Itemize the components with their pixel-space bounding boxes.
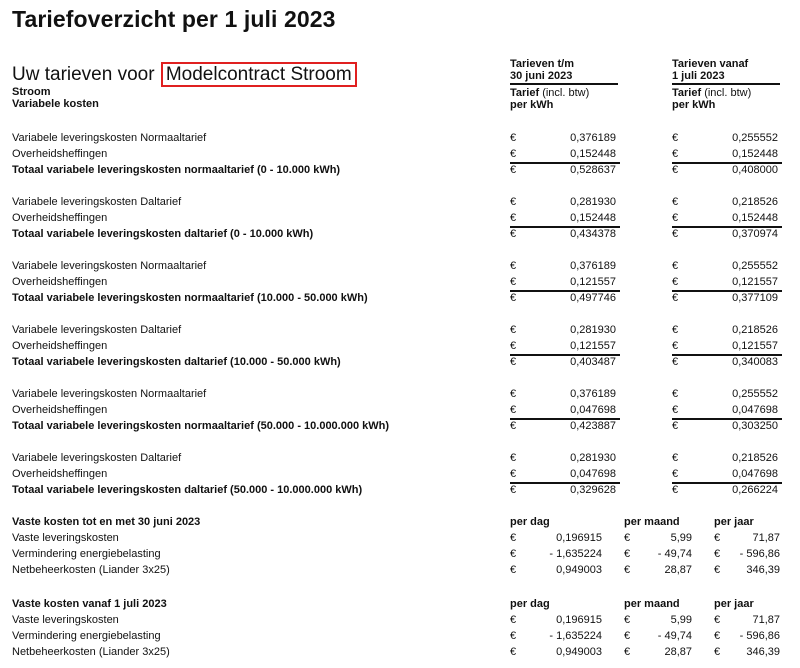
- per-jaar-value: [714, 628, 784, 644]
- euro-sign: €: [510, 452, 517, 464]
- value: 0,047698: [732, 404, 778, 416]
- row-label: Vaste leveringskosten: [12, 532, 119, 544]
- per-dag-value: [510, 628, 606, 644]
- row-label: Overheidsheffingen: [12, 276, 108, 288]
- new-rate: [672, 354, 782, 370]
- per-maand-value: [624, 628, 696, 644]
- new-rate: [672, 418, 782, 434]
- value: 0,423887: [570, 420, 616, 432]
- value: 0,218526: [732, 452, 778, 464]
- euro-sign: €: [510, 630, 517, 642]
- row-label: Variabele leveringskosten Daltarief: [12, 452, 182, 464]
- value: 0,370974: [732, 228, 778, 240]
- per-jaar-header: per jaar: [714, 516, 754, 528]
- row-label: Variabele leveringskosten Normaaltarief: [12, 132, 207, 144]
- col1-unit: per kWh: [510, 99, 554, 111]
- value: 346,39: [746, 564, 780, 576]
- new-rate: [672, 450, 782, 466]
- row-label: Vermindering energiebelasting: [12, 630, 161, 642]
- section-stroom: Stroom: [12, 86, 51, 98]
- row-label: Totaal variabele leveringskosten daltarief (0 - 10.000 kWh): [12, 228, 314, 240]
- fixed-cost-row: [0, 562, 800, 578]
- old-rate: [510, 354, 620, 370]
- euro-sign: €: [510, 532, 517, 544]
- value: 0,497746: [570, 292, 616, 304]
- euro-sign: €: [672, 452, 679, 464]
- old-rate: [510, 162, 620, 178]
- per-dag-value: [510, 530, 606, 546]
- value: 0,196915: [556, 532, 602, 544]
- value: - 596,86: [739, 548, 780, 560]
- value: 0,329628: [570, 484, 616, 496]
- total-row: [0, 418, 800, 434]
- new-rate: [672, 258, 782, 274]
- value: 0,376189: [570, 132, 616, 144]
- value: 0,047698: [732, 468, 778, 480]
- per-maand-value: [624, 530, 696, 546]
- euro-sign: €: [510, 340, 517, 352]
- row-label: Variabele leveringskosten Normaaltarief: [12, 260, 207, 272]
- euro-sign: €: [510, 212, 517, 224]
- value: 0,281930: [570, 324, 616, 336]
- euro-sign: €: [672, 132, 679, 144]
- euro-sign: €: [510, 260, 517, 272]
- euro-sign: €: [510, 468, 517, 480]
- euro-sign: €: [510, 132, 517, 144]
- per-jaar-value: [714, 562, 784, 578]
- new-rate: [672, 322, 782, 338]
- value: 0,047698: [570, 404, 616, 416]
- total-row: [0, 482, 800, 498]
- old-rate: [510, 258, 620, 274]
- per-jaar-value: [714, 644, 784, 660]
- old-rate: [510, 386, 620, 402]
- tariff-row: [0, 258, 800, 274]
- per-dag-value: [510, 612, 606, 628]
- euro-sign: €: [510, 388, 517, 400]
- euro-sign: €: [714, 564, 721, 576]
- value: 0,266224: [732, 484, 778, 496]
- row-label: Overheidsheffingen: [12, 148, 108, 160]
- old-rate: [510, 290, 620, 306]
- value: 0,196915: [556, 614, 602, 626]
- euro-sign: €: [624, 564, 631, 576]
- row-label: Netbeheerkosten (Liander 3x25): [12, 564, 170, 576]
- fixed-cost-row: [0, 644, 800, 660]
- tariff-row: [0, 274, 800, 290]
- new-rate: [672, 290, 782, 306]
- tariff-row: [0, 338, 800, 354]
- value: 28,87: [664, 564, 692, 576]
- value: 0,376189: [570, 388, 616, 400]
- value: 0,408000: [732, 164, 778, 176]
- euro-sign: €: [510, 564, 517, 576]
- column-header-new: [672, 58, 780, 111]
- tariff-row: [0, 386, 800, 402]
- per-dag-value: [510, 562, 606, 578]
- per-maand-value: [624, 546, 696, 562]
- value: - 1,635224: [549, 630, 602, 642]
- per-maand-header: per maand: [624, 516, 680, 528]
- per-dag-value: [510, 546, 606, 562]
- euro-sign: €: [672, 148, 679, 160]
- total-row: [0, 162, 800, 178]
- euro-sign: €: [624, 630, 631, 642]
- total-row: [0, 290, 800, 306]
- value: 0,121557: [732, 276, 778, 288]
- contract-subtitle: [12, 64, 357, 86]
- euro-sign: €: [510, 292, 517, 304]
- value: 0,949003: [556, 646, 602, 658]
- row-label: Overheidsheffingen: [12, 340, 108, 352]
- fixed-cost-row: [0, 546, 800, 562]
- row-label: Totaal variabele leveringskosten daltarief (10.000 - 50.000 kWh): [12, 356, 341, 368]
- old-rate: [510, 418, 620, 434]
- value: 0,281930: [570, 452, 616, 464]
- row-label: Overheidsheffingen: [12, 404, 108, 416]
- euro-sign: €: [510, 356, 517, 368]
- old-rate: [510, 482, 620, 498]
- total-row: [0, 354, 800, 370]
- per-dag-header: per dag: [510, 516, 550, 528]
- tariff-row: [0, 450, 800, 466]
- row-label: Totaal variabele leveringskosten normaaltarief (10.000 - 50.000 kWh): [12, 292, 368, 304]
- euro-sign: €: [510, 614, 517, 626]
- value: 346,39: [746, 646, 780, 658]
- per-dag-value: [510, 644, 606, 660]
- euro-sign: €: [672, 276, 679, 288]
- new-rate: [672, 130, 782, 146]
- euro-sign: €: [672, 404, 679, 416]
- fixed-section-title: Vaste kosten tot en met 30 juni 2023: [12, 516, 201, 528]
- euro-sign: €: [510, 228, 517, 240]
- euro-sign: €: [510, 484, 517, 496]
- euro-sign: €: [510, 148, 517, 160]
- new-rate: [672, 226, 782, 242]
- per-jaar-value: [714, 546, 784, 562]
- euro-sign: €: [714, 646, 721, 658]
- euro-sign: €: [672, 420, 679, 432]
- new-rate: [672, 194, 782, 210]
- contract-name-highlight: Modelcontract Stroom: [161, 62, 357, 87]
- old-rate: [510, 450, 620, 466]
- value: 0,121557: [732, 340, 778, 352]
- row-label: Variabele leveringskosten Daltarief: [12, 324, 182, 336]
- euro-sign: €: [624, 646, 631, 658]
- value: 0,047698: [570, 468, 616, 480]
- euro-sign: €: [624, 614, 631, 626]
- col1-line1: Tarieven t/m: [510, 58, 574, 70]
- tariff-row: [0, 210, 800, 226]
- row-label: Overheidsheffingen: [12, 212, 108, 224]
- euro-sign: €: [510, 404, 517, 416]
- old-rate: [510, 194, 620, 210]
- euro-sign: €: [672, 388, 679, 400]
- euro-sign: €: [672, 260, 679, 272]
- euro-sign: €: [672, 164, 679, 176]
- euro-sign: €: [510, 276, 517, 288]
- value: 5,99: [670, 614, 692, 626]
- euro-sign: €: [672, 292, 679, 304]
- value: 0,152448: [732, 212, 778, 224]
- per-maand-value: [624, 644, 696, 660]
- euro-sign: €: [714, 548, 721, 560]
- page-title: Tariefoverzicht per 1 juli 2023: [12, 6, 336, 32]
- per-maand-value: [624, 562, 696, 578]
- fixed-header-row: [0, 514, 800, 530]
- euro-sign: €: [672, 212, 679, 224]
- per-jaar-value: [714, 530, 784, 546]
- row-label: Overheidsheffingen: [12, 468, 108, 480]
- value: 0,303250: [732, 420, 778, 432]
- fixed-section-title: Vaste kosten vanaf 1 juli 2023: [12, 598, 167, 610]
- row-label: Totaal variabele leveringskosten daltarief (50.000 - 10.000.000 kWh): [12, 484, 363, 496]
- value: 0,376189: [570, 260, 616, 272]
- euro-sign: €: [714, 532, 721, 544]
- value: 0,218526: [732, 196, 778, 208]
- value: 0,152448: [570, 148, 616, 160]
- col1-line2: 30 juni 2023: [510, 70, 618, 85]
- euro-sign: €: [510, 548, 517, 560]
- euro-sign: €: [714, 614, 721, 626]
- tariff-row: [0, 130, 800, 146]
- col2-line2: 1 juli 2023: [672, 70, 780, 85]
- fixed-header-row: [0, 596, 800, 612]
- column-header-old: [510, 58, 618, 111]
- value: 0,434378: [570, 228, 616, 240]
- value: 0,121557: [570, 276, 616, 288]
- row-label: Totaal variabele leveringskosten normaaltarief (0 - 10.000 kWh): [12, 164, 341, 176]
- euro-sign: €: [510, 324, 517, 336]
- row-label: Variabele leveringskosten Daltarief: [12, 196, 182, 208]
- euro-sign: €: [510, 420, 517, 432]
- value: - 1,635224: [549, 548, 602, 560]
- row-label: Netbeheerkosten (Liander 3x25): [12, 646, 170, 658]
- tariff-row: [0, 402, 800, 418]
- per-dag-header: per dag: [510, 598, 550, 610]
- row-label: Totaal variabele leveringskosten normaaltarief (50.000 - 10.000.000 kWh): [12, 420, 390, 432]
- col2-unit: per kWh: [672, 99, 716, 111]
- col1-tarief: Tarief (incl. btw): [510, 87, 590, 99]
- per-jaar-value: [714, 612, 784, 628]
- per-maand-value: [624, 612, 696, 628]
- new-rate: [672, 482, 782, 498]
- value: 71,87: [752, 614, 780, 626]
- value: 0,281930: [570, 196, 616, 208]
- new-rate: [672, 162, 782, 178]
- tariff-row: [0, 466, 800, 482]
- value: 71,87: [752, 532, 780, 544]
- euro-sign: €: [672, 228, 679, 240]
- col2-tarief: Tarief (incl. btw): [672, 87, 752, 99]
- value: 0,255552: [732, 132, 778, 144]
- value: 0,377109: [732, 292, 778, 304]
- euro-sign: €: [672, 356, 679, 368]
- value: 0,403487: [570, 356, 616, 368]
- total-row: [0, 226, 800, 242]
- value: - 596,86: [739, 630, 780, 642]
- euro-sign: €: [672, 340, 679, 352]
- euro-sign: €: [510, 646, 517, 658]
- value: 0,121557: [570, 340, 616, 352]
- value: 0,255552: [732, 260, 778, 272]
- old-rate: [510, 130, 620, 146]
- subtitle-prefix: Uw tarieven voor: [12, 64, 155, 85]
- row-label: Vaste leveringskosten: [12, 614, 119, 626]
- euro-sign: €: [672, 196, 679, 208]
- per-jaar-header: per jaar: [714, 598, 754, 610]
- section-variabel: Variabele kosten: [12, 98, 99, 110]
- value: 0,340083: [732, 356, 778, 368]
- euro-sign: €: [672, 484, 679, 496]
- per-maand-header: per maand: [624, 598, 680, 610]
- row-label: Vermindering energiebelasting: [12, 548, 161, 560]
- tariff-row: [0, 194, 800, 210]
- new-rate: [672, 386, 782, 402]
- fixed-cost-row: [0, 612, 800, 628]
- row-label: Variabele leveringskosten Normaaltarief: [12, 388, 207, 400]
- euro-sign: €: [510, 196, 517, 208]
- value: 0,255552: [732, 388, 778, 400]
- value: - 49,74: [657, 548, 692, 560]
- value: 0,152448: [570, 212, 616, 224]
- value: 28,87: [664, 646, 692, 658]
- value: 0,152448: [732, 148, 778, 160]
- euro-sign: €: [672, 468, 679, 480]
- tariff-row: [0, 322, 800, 338]
- euro-sign: €: [672, 324, 679, 336]
- value: 0,949003: [556, 564, 602, 576]
- old-rate: [510, 322, 620, 338]
- old-rate: [510, 226, 620, 242]
- euro-sign: €: [624, 548, 631, 560]
- value: 0,218526: [732, 324, 778, 336]
- euro-sign: €: [624, 532, 631, 544]
- fixed-cost-row: [0, 628, 800, 644]
- euro-sign: €: [714, 630, 721, 642]
- tariff-row: [0, 146, 800, 162]
- fixed-cost-row: [0, 530, 800, 546]
- col2-line1: Tarieven vanaf: [672, 58, 749, 70]
- value: 5,99: [670, 532, 692, 544]
- value: - 49,74: [657, 630, 692, 642]
- euro-sign: €: [510, 164, 517, 176]
- value: 0,528637: [570, 164, 616, 176]
